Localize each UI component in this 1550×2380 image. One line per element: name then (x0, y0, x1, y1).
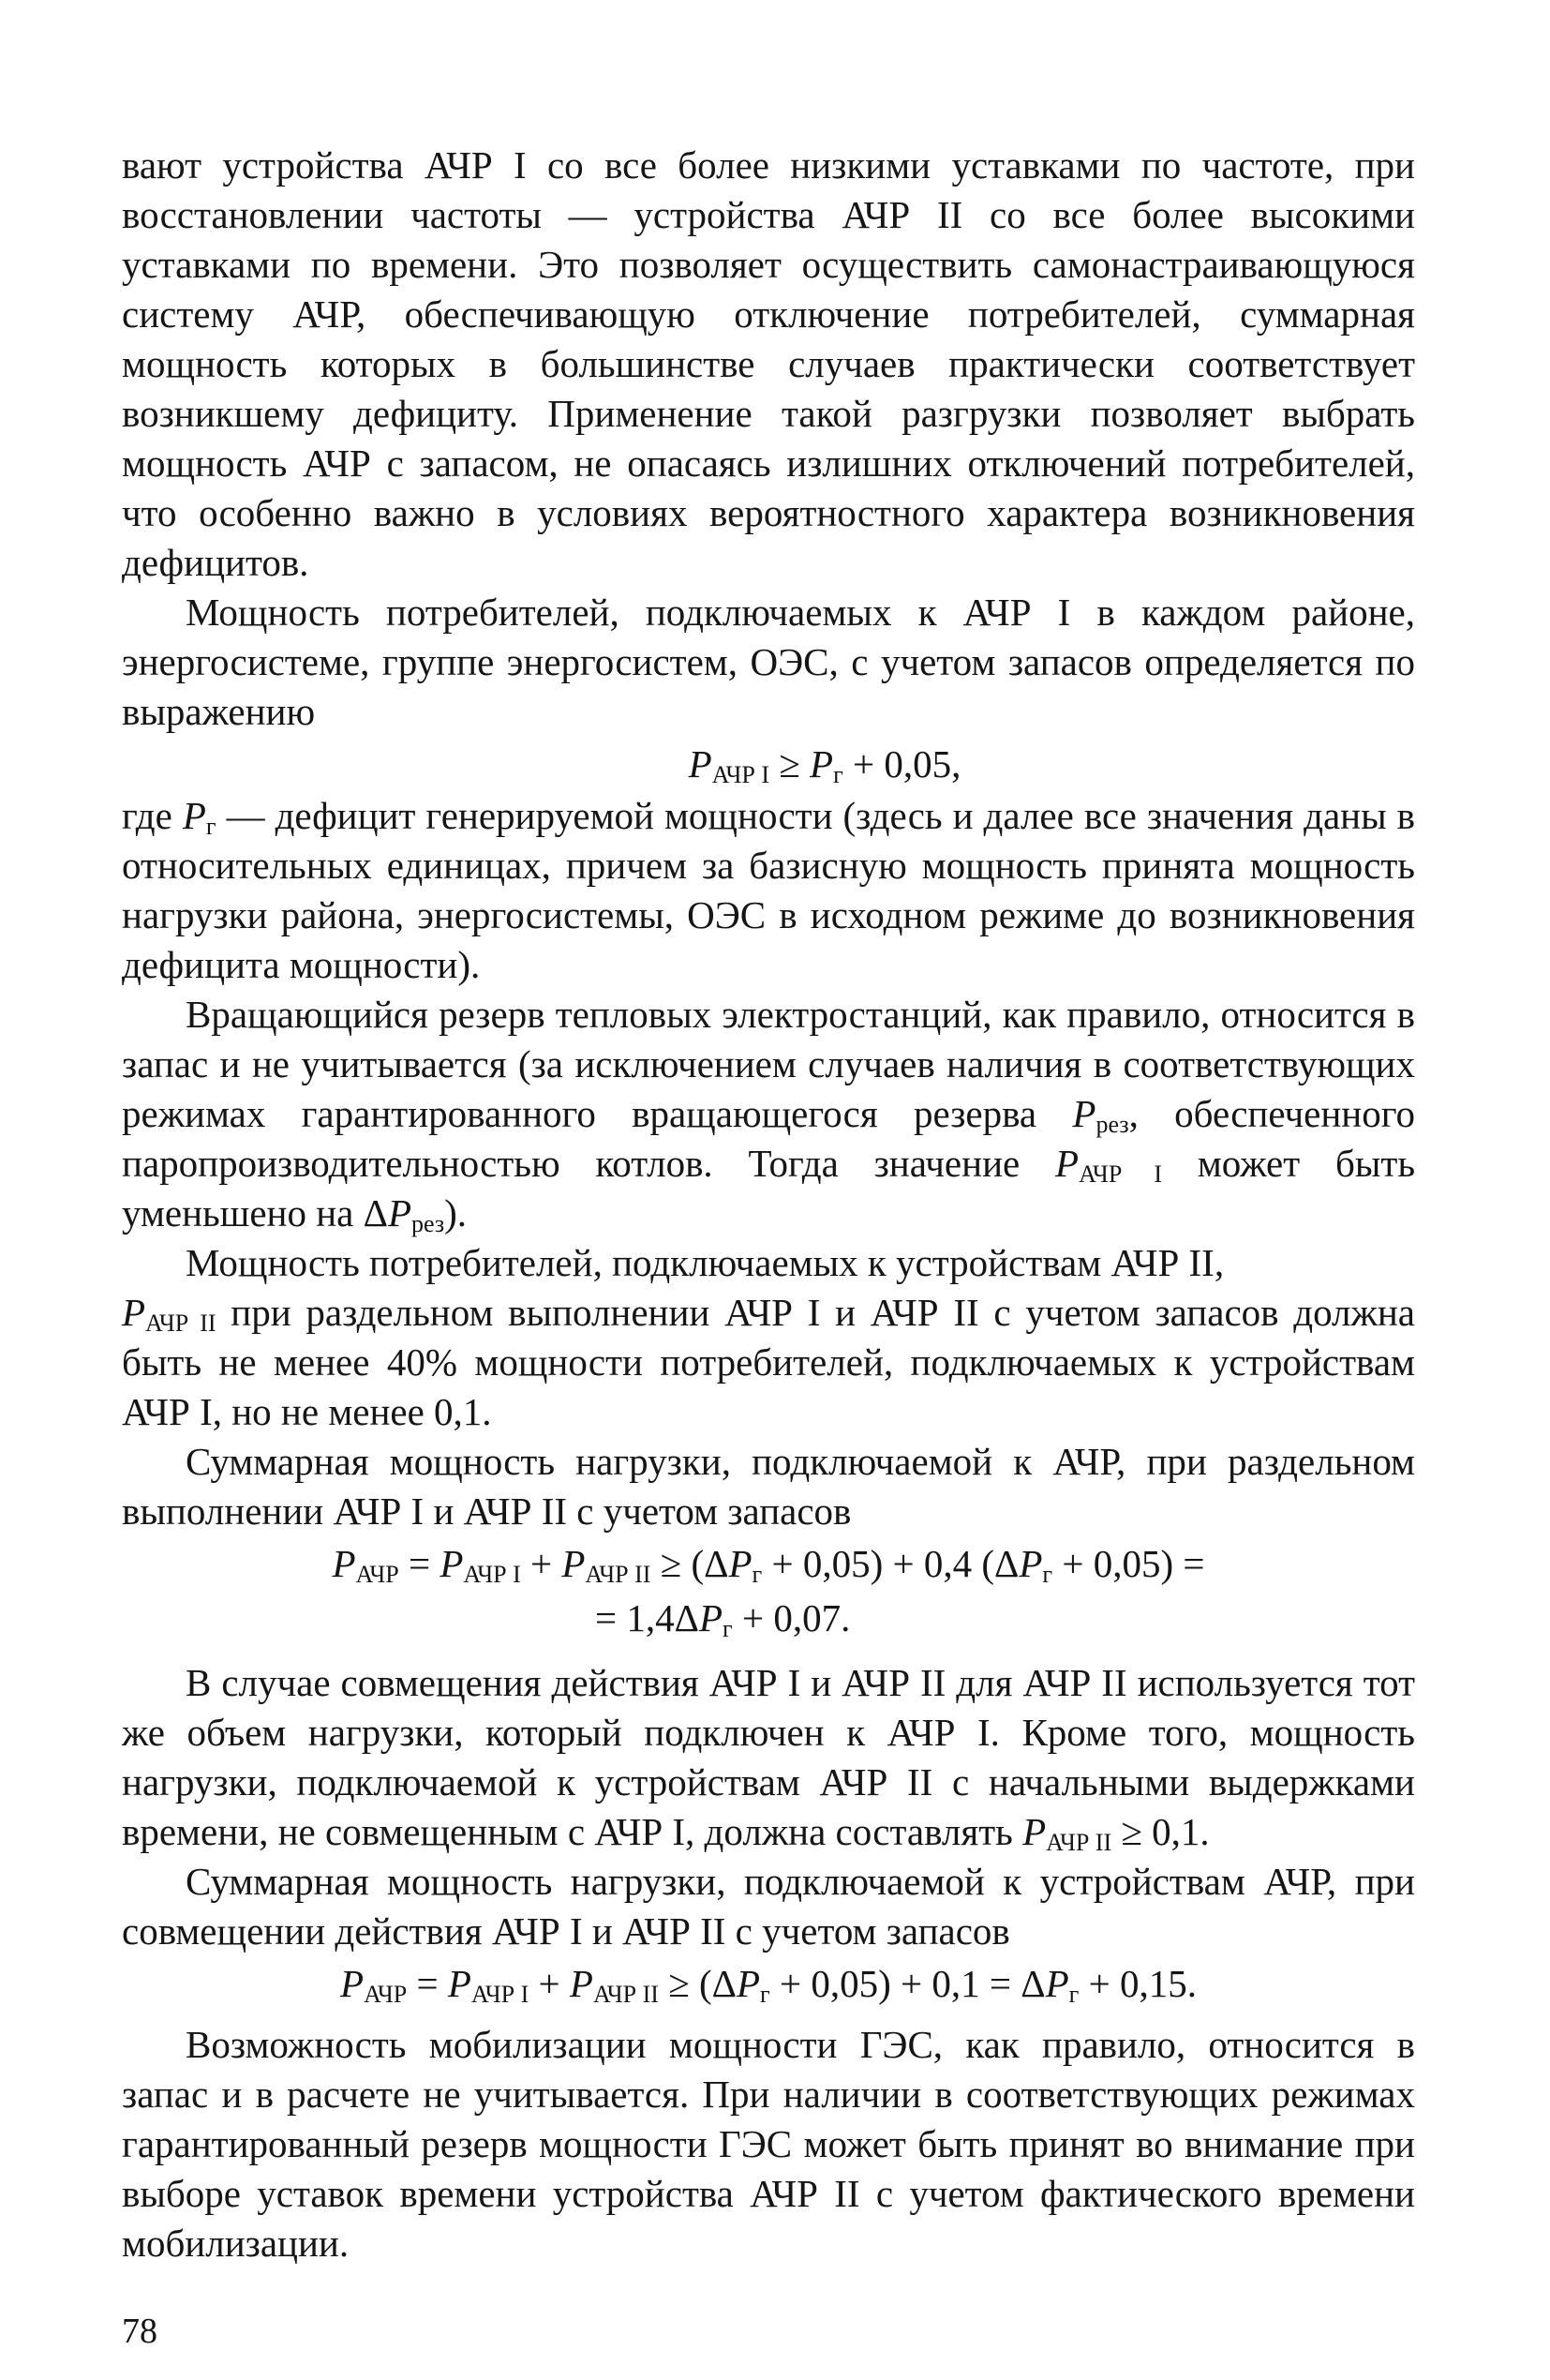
formula-2: $P_{АЧР} = P_{АЧР I} + P_{АЧР II} \ge (\Delta P_г + 0,05) + 0,4$ $(\Delta P_г + 0,05)$ = (332, 1542, 1205, 1588)
paragraph-1: вают устройства АЧР I со все более низкими уставками по частоте, при восстановлении частоты — устройства АЧР II со все более высокими уставками по времени. Это позволяет осуществить самонастраивающуюся систему АЧР, обеспечивающую отключение потребителей, суммарная мощность которых в большинстве случаев практически соответствует возникшему дефициту. Применение такой разгрузки позволяет выбрать мощность АЧР с запасом, не опасаясь излишних отключений потребителей, что особенно важно в условиях вероятностного характера возникновения дефицитов. (122, 143, 1415, 584)
paragraph-3: где $P_г$ — дефицит генерируемой мощности (здесь и далее все значения даны в относительных единицах, причем за базисную мощность принята мощность нагрузки района, энергосистемы, ОЭС в исходном режиме до возникновения дефицита мощности). (122, 794, 1415, 986)
page-body (122, 141, 1415, 2268)
formula-3: $P_{АЧР} = P_{АЧР I} + P_{АЧР II} \ge (\Delta P_г + 0,05) + 0,1 = \Delta P_г + 0,15$. (340, 1962, 1197, 2008)
formula-1: $P_{АЧР I} \ge P_г + 0,05$, (688, 742, 961, 788)
paragraph-6: Суммарная мощность нагрузки, подключаемой к АЧР, при раздельном выполнении АЧР I и АЧР II с учетом запасов (122, 1440, 1415, 1533)
paragraph-2: Мощность потребителей, подключаемых к АЧР I в каждом районе, энергосистеме, группе энергосистем, ОЭС, с учетом запасов определяется по выражению (122, 591, 1415, 733)
paragraph-4: Вращающийся резерв тепловых электростанций, как правило, относится в запас и не учитывается (за исключением случаев наличия в соответствующих режимах гарантированного вращающегося резерва $P_{рез}$, обеспеченного паропроизводительностью котлов. Тогда значение $P_{АЧР I}$ может быть уменьшено на $\Delta P_{рез}$). (122, 993, 1416, 1237)
paragraph-5: Мощность потребителей, подключаемых к устройствам АЧР II, $P_{АЧР II}$ при раздельном выполнении АЧР I и АЧР II с учетом запасов должна быть не менее 40% мощности потребителей, подключаемых к устройствам АЧР I, но не менее 0,1. (122, 1241, 1415, 1433)
paragraph-7: В случае совмещения действия АЧР I и АЧР II для АЧР II используется тот же объем нагрузки, который подключен к АЧР I. Кроме того, мощность нагрузки, подключаемой к устройствам АЧР II с начальными выдержками времени, не совмещенным с АЧР I, должна составлять $P_{АЧР II} \ge 0,1$. (122, 1661, 1415, 1856)
page-number: 78 (122, 2312, 157, 2351)
paragraph-8: Суммарная мощность нагрузки, подключаемой к устройствам АЧР, при совмещении действия АЧР I и АЧР II с учетом запасов (122, 1860, 1415, 1953)
formula-2-continuation: = $1,4\Delta P_г + 0,07$. (595, 1596, 851, 1642)
paragraph-9: Возможность мобилизации мощности ГЭС, как правило, относится в запас и в расчете не учитывается. При наличии в соответствующих режимах гарантированный резерв мощности ГЭС может быть принят во внимание при выборе уставок времени устройства АЧР II с учетом фактического времени мобилизации. (122, 2023, 1415, 2265)
